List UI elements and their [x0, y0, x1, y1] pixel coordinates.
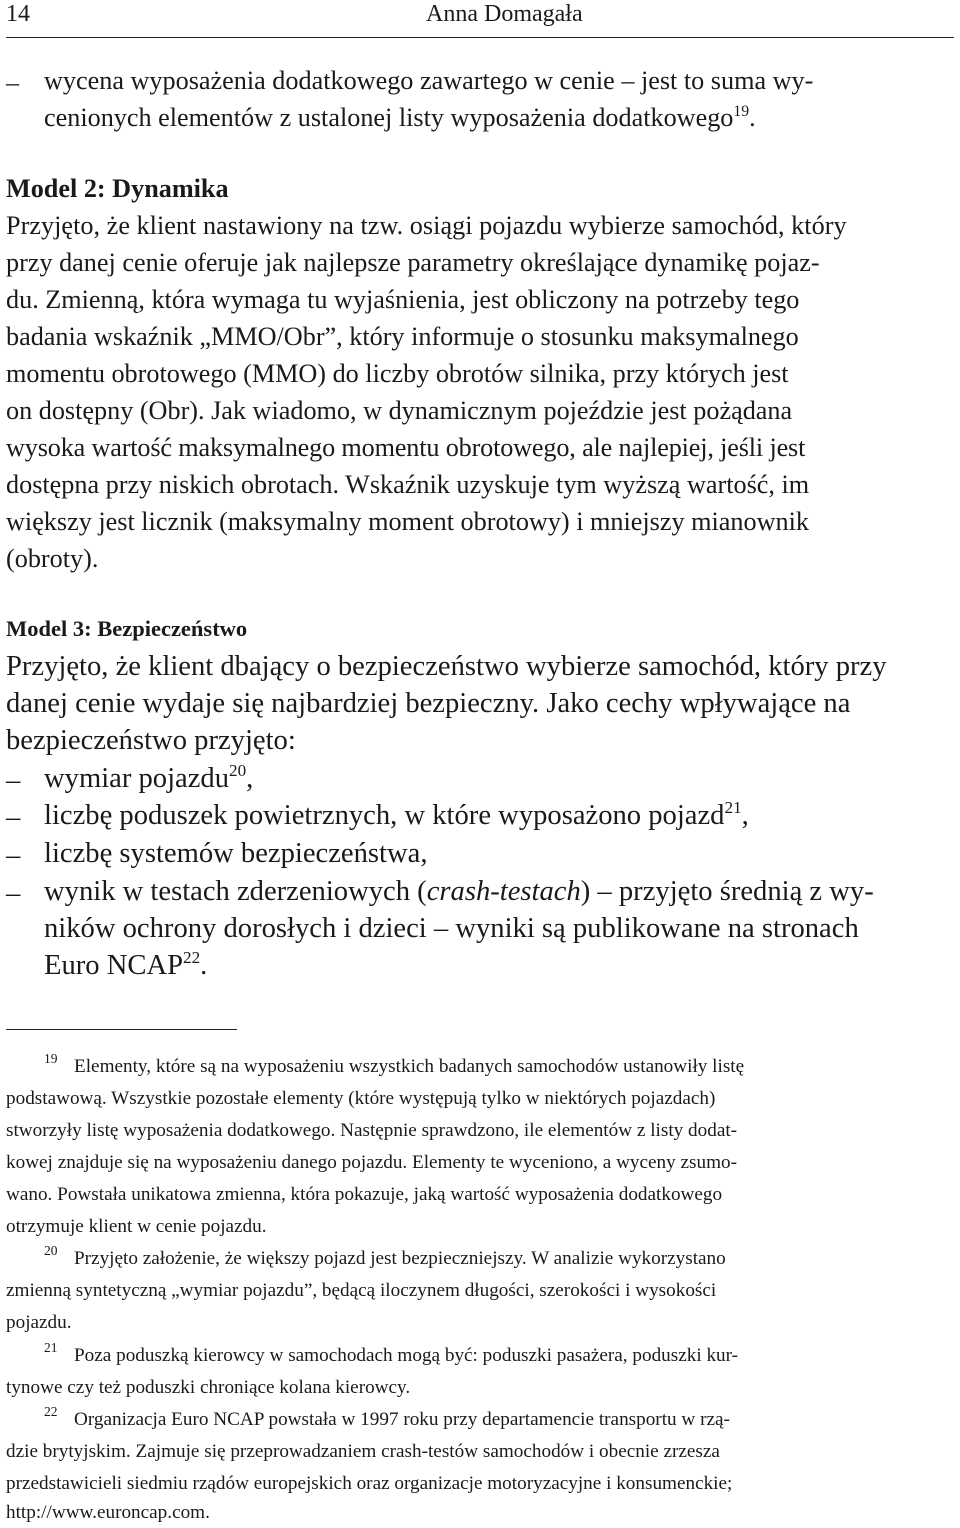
footnote-line: przedstawicieli siedmiu rządów europejskich oraz organizacje motoryzacyjne i konsumenckie; [6, 1473, 733, 1494]
text-line: momentu obrotowego (MMO) do liczby obrotów silnika, przy których jest [6, 359, 789, 388]
list-dash: – [6, 802, 21, 833]
page-number: 14 [6, 1, 30, 27]
footnote-line: Przyjęto założenie, że większy pojazd jest bezpieczniejszy. W analizie wykorzystano [74, 1248, 726, 1269]
text-line: Przyjęto, że klient nastawiony na tzw. osiągi pojazdu wybierze samochód, który [6, 211, 847, 240]
text-line: wysoka wartość maksymalnego momentu obrotowego, ale najlepiej, jeśli jest [6, 433, 806, 462]
list-item: liczbę poduszek powietrznych, w które wyposażono pojazd$^{21}$, [44, 798, 749, 831]
text-line: cenionych elementów z ustalonej listy wyposażenia dodatkowego$^{19}$. [44, 103, 756, 132]
text-line: danej cenie wydaje się najbardziej bezpieczny. Jako cechy wpływające na [6, 688, 851, 719]
list-dash: – [6, 840, 21, 871]
text-line: badania wskaźnik „MMO/Obr”, który informuje o stosunku maksymalnego [6, 322, 799, 351]
footnote-number: 19 [44, 1051, 58, 1066]
text-line: większy jest licznik (maksymalny moment obrotowy) i mniejszy mianownik [6, 507, 809, 536]
text-line: wycena wyposażenia dodatkowego zawartego w cenie – jest to suma wy- [44, 66, 814, 95]
footnote-line: stworzyły listę wyposażenia dodatkowego. Następnie sprawdzono, ile elementów z listy dodat- [6, 1120, 738, 1141]
footnote-line: podstawową. Wszystkie pozostałe elementy (które występują tylko w niektórych pojazdach) [6, 1088, 716, 1109]
section-heading: Model 3: Bezpieczeństwo [6, 616, 248, 641]
footnote-line: pojazdu. [6, 1312, 72, 1333]
footnote-ref[interactable]: 21 [724, 798, 742, 818]
running-head: Anna Domagała [426, 1, 583, 27]
footnote-line: zmienną syntetyczną „wymiar pojazdu”, będącą iloczynem długości, szerokości i wysokości [6, 1280, 717, 1301]
footnote-ref[interactable]: 19 [733, 103, 750, 121]
list-item: wynik w testach zderzeniowych (crash-testach) – przyjęto średnią z wy- [44, 876, 874, 907]
list-dash: – [6, 68, 20, 97]
header-rule [6, 37, 954, 38]
footnote-line: Elementy, które są na wyposażeniu wszystkich badanych samochodów ustanowiły listę [74, 1056, 745, 1077]
page-header [6, 0, 954, 34]
text-line: bezpieczeństwo przyjęto: [6, 725, 296, 756]
list-item-continuation: Euro NCAP$^{22}$. [44, 948, 208, 981]
text-line: on dostępny (Obr). Jak wiadomo, w dynamicznym pojeździe jest pożądana [6, 396, 793, 425]
footnote-number: 21 [44, 1340, 58, 1355]
footnote-line: tynowe czy też poduszki chroniące kolana kierowcy. [6, 1377, 411, 1398]
text-line: (obroty). [6, 544, 99, 573]
footnote-number: 22 [44, 1404, 58, 1419]
section-heading: Model 2: Dynamika [6, 174, 229, 203]
list-dash: – [6, 765, 21, 796]
footnote-line: kowej znajduje się na wyposażeniu danego pojazdu. Elementy te wyceniono, a wyceny zsumo- [6, 1152, 738, 1173]
footnote-line: Poza poduszką kierowcy w samochodach mogą być: poduszki pasażera, poduszki kur- [74, 1345, 739, 1366]
text-line: Przyjęto, że klient dbający o bezpieczeństwo wybierze samochód, który przy [6, 651, 887, 682]
footnote-number: 20 [44, 1243, 58, 1258]
text-line: dostępna przy niskich obrotach. Wskaźnik uzyskuje tym wyższą wartość, im [6, 470, 810, 499]
footnote-ref[interactable]: 20 [229, 761, 247, 781]
footnote-line: dzie brytyjskim. Zajmuje się przeprowadzaniem crash-testów samochodów i obecnie zrzesza [6, 1441, 720, 1462]
footnote-line: Organizacja Euro NCAP powstała w 1997 roku przy departamencie transportu w rzą- [74, 1409, 730, 1430]
text-line: du. Zmienną, która wymaga tu wyjaśnienia, jest obliczony na potrzeby tego [6, 285, 800, 314]
footnote-rule [6, 1029, 237, 1030]
footnote-link[interactable]: http://www.euroncap.com. [6, 1502, 210, 1523]
list-dash: – [6, 878, 21, 909]
footnote-line: wano. Powstała unikatowa zmienna, która pokazuje, jaką wartość wyposażenia dodatkowego [6, 1184, 723, 1205]
text-line: przy danej cenie oferuje jak najlepsze parametry określające dynamikę pojaz- [6, 248, 820, 277]
footnote-ref[interactable]: 22 [183, 948, 201, 968]
list-item: wymiar pojazdu$^{20}$, [44, 761, 254, 794]
footnote-line: otrzymuje klient w cenie pojazdu. [6, 1216, 267, 1237]
list-item-continuation: ników ochrony dorosłych i dzieci – wyniki są publikowane na stronach [44, 913, 859, 944]
list-item: liczbę systemów bezpieczeństwa, [44, 838, 428, 869]
